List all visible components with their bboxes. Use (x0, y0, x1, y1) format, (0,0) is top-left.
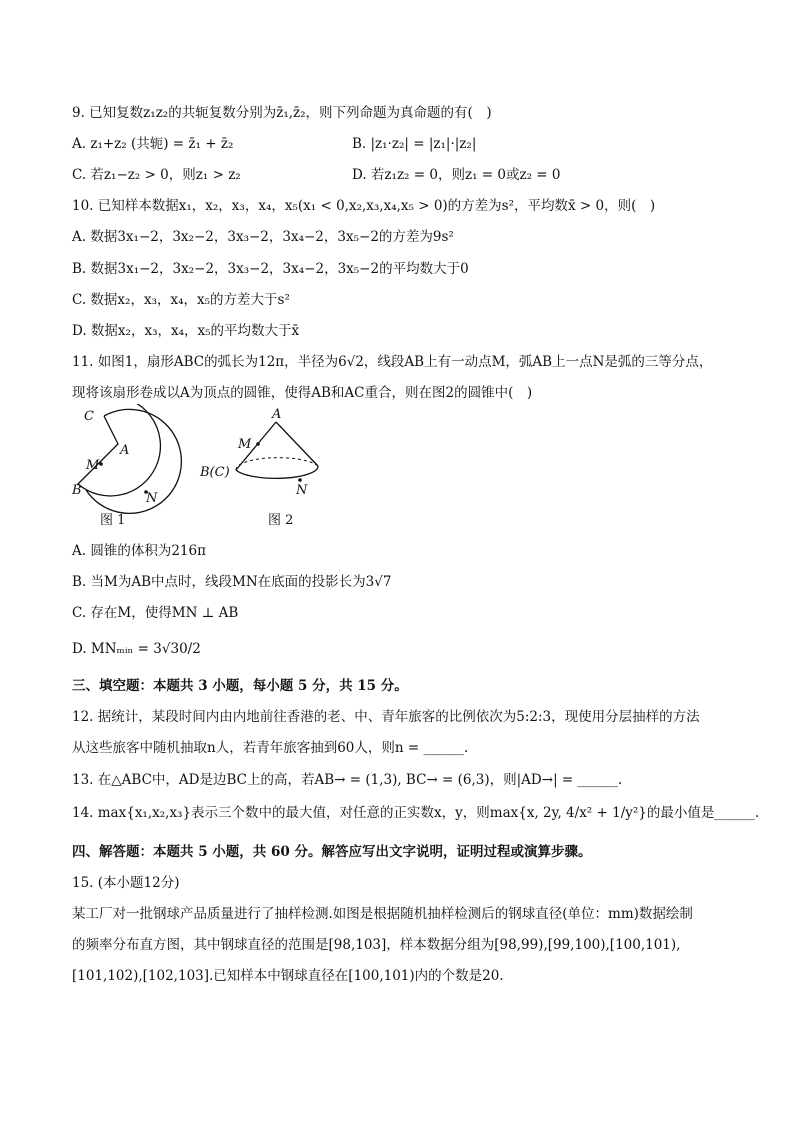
cone-base-front (236, 466, 318, 478)
q15-line3: [101,102),[102,103].已知样本中钢球直径在[100,101)内的个数是20. (72, 968, 504, 984)
figure-1-sector (71, 404, 181, 528)
q11-option-b: B. 当M为AB中点时，线段MN在底面的投影长为3√7 (72, 574, 392, 590)
figure-1-caption: 图 1 (100, 513, 126, 528)
label-n-fig1: N (146, 491, 158, 506)
label-m-fig1: M (86, 458, 100, 473)
point-n-fig2 (298, 478, 302, 482)
label-m-fig2: M (238, 437, 252, 452)
q9-option-c: C. 若z₁−z₂ > 0，则z₁ > z₂ (72, 167, 241, 183)
q15-line1: 某工厂对一批钢球产品质量进行了抽样检测.如图是根据随机抽样检测后的钢球直径(单位：mm)数据绘制 (72, 906, 693, 922)
q10-option-c: C. 数据x₂，x₃，x₄，x₅的方差大于s² (72, 292, 290, 308)
section-4-heading: 四、解答题：本题共 5 小题，共 60 分。解答应写出文字说明，证明过程或演算步骤。 (72, 844, 592, 860)
q11-option-d: D. MNₘᵢₙ = 3√30/2 (72, 641, 201, 657)
q9-stem: 9. 已知复数z₁z₂的共轭复数分别为z̄₁,z̄₂，则下列命题为真命题的有( ) (72, 105, 492, 121)
cone-right-edge (276, 422, 318, 466)
q12-line2: 从这些旅客中随机抽取n人，若青年旅客抽到60人，则n = ______. (72, 740, 469, 756)
point-m-fig2 (256, 442, 260, 446)
q11-stem-line1: 11. 如图1，扇形ABC的弧长为12π，半径为6√2，线段AB上有一动点M，弧AB上一点N是弧的三等分点， (72, 354, 713, 370)
q10-option-d: D. 数据x₂，x₃，x₄，x₅的平均数大于x̄ (72, 323, 300, 339)
figure-2-cone (199, 407, 318, 528)
label-a-fig1: A (120, 443, 130, 458)
q9-option-b: B. |z₁·z₂| = |z₁|·|z₂| (352, 136, 477, 152)
cone-base-back (236, 458, 318, 470)
q10-option-b: B. 数据3x₁−2，3x₂−2，3x₃−2，3x₄−2，3x₅−2的平均数大于0 (72, 261, 469, 277)
point-m-fig1 (99, 462, 103, 466)
q9-option-a: A. z₁+z₂ (共轭) = z̄₁ + z̄₂ (72, 136, 234, 152)
q11-figures (64, 404, 364, 534)
q11-option-c: C. 存在M，使得MN ⊥ AB (72, 605, 239, 621)
label-bc: B(C) (200, 465, 230, 480)
q14: 14. max{x₁,x₂,x₃}表示三个数中的最大值，对任意的正实数x，y，则max{x, 2y, 4/x² + 1/y²}的最小值是______. (72, 805, 760, 821)
q11-option-a: A. 圆锥的体积为216π (72, 543, 206, 559)
label-a-fig2: A (272, 407, 282, 422)
q9-option-d: D. 若z₁z₂ = 0，则z₁ = 0或z₂ = 0 (352, 167, 561, 183)
q10-stem: 10. 已知样本数据x₁，x₂，x₃，x₄，x₅(x₁ < 0,x₂,x₃,x₄,x₅ > 0)的方差为s²，平均数x̄ > 0，则( ) (72, 198, 656, 214)
q11-stem-line2: 现将该扇形卷成以A为顶点的圆锥，使得AB和AC重合，则在图2的圆锥中( ) (72, 385, 533, 401)
q12-line1: 12. 据统计，某段时间内由内地前往香港的老、中、青年旅客的比例依次为5:2:3，现使用分层抽样的方法 (72, 709, 700, 725)
label-c: C (84, 409, 94, 424)
q13: 13. 在△ABC中，AD是边BC上的高，若AB→ = (1,3), BC→ = (6,3)，则|AD→| = ______. (72, 772, 623, 788)
q10-option-a: A. 数据3x₁−2，3x₂−2，3x₃−2，3x₄−2，3x₅−2的方差为9s² (72, 229, 454, 245)
label-n-fig2: N (296, 483, 308, 498)
section-3-heading: 三、填空题：本题共 3 小题，每小题 5 分，共 15 分。 (72, 678, 408, 694)
figure-2-caption: 图 2 (268, 513, 294, 528)
q15-title: 15. (本小题12分) (72, 875, 180, 891)
q15-line2: 的频率分布直方图，其中钢球直径的范围是[98,103]，样本数据分组为[98,99),[99,100),[100,101), (72, 937, 681, 953)
label-b: B (72, 483, 82, 498)
